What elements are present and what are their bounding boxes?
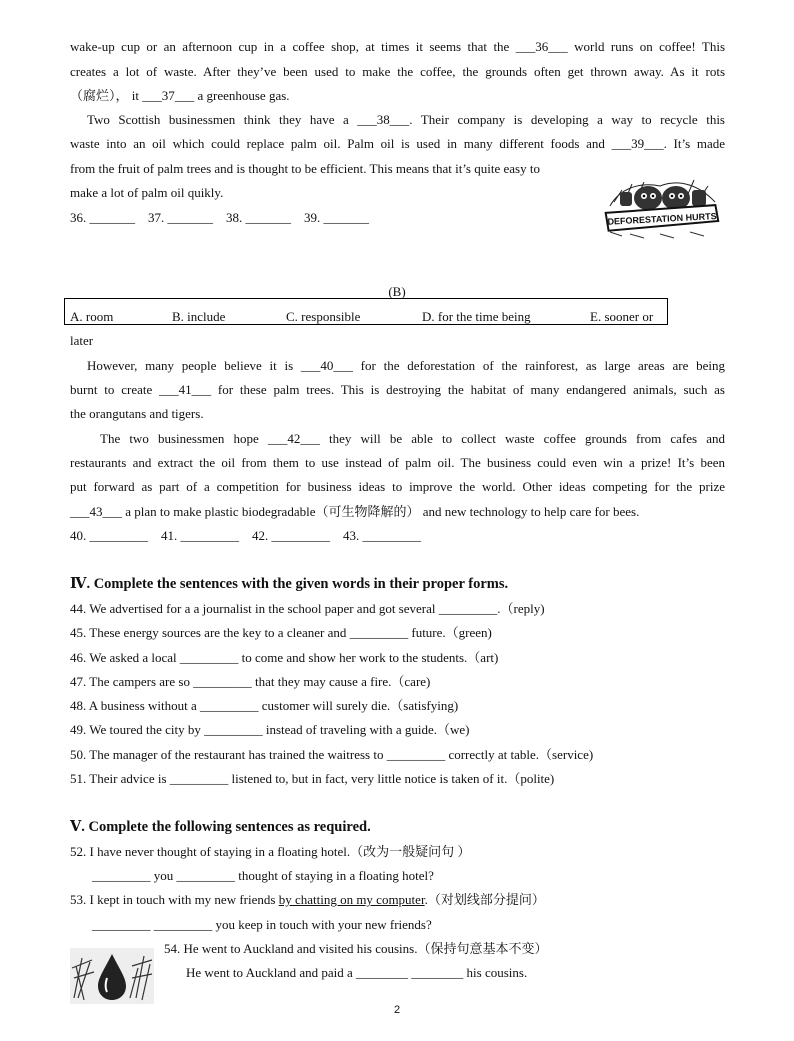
question-54-answer: He went to Auckland and paid a ________ ________ his cousins. — [186, 965, 528, 980]
section-b-label: (B) — [388, 284, 406, 299]
passage-a-line: wake-up cup or an afternoon cup in a coffee shop, at times it seems that the ___36___ world runs on coffee! This — [70, 39, 725, 54]
word-bank-option: C. responsible — [286, 309, 361, 324]
question-53-answer: _________ _________ you keep in touch with your new friends? — [92, 917, 432, 932]
answer-blanks-40-43: 40. _________ 41. _________ 42. _________ 43. _________ — [70, 528, 421, 543]
question-51: 51. Their advice is _________ listened to, but in fact, very little notice is taken of it.（polite) — [70, 771, 555, 786]
page-number: 2 — [393, 1004, 401, 1016]
question-50: 50. The manager of the restaurant has trained the waitress to _________ correctly at table.（service) — [70, 747, 594, 762]
passage-b-line: the orangutans and tigers. — [70, 406, 204, 421]
passage-a-line: waste into an oil which could replace palm oil. Palm oil is used in many different foods and ___39___. It’s made — [70, 136, 725, 151]
word-bank-box — [64, 298, 668, 325]
question-47: 47. The campers are so _________ that they may cause a fire.（care) — [70, 674, 431, 689]
question-48: 48. A business without a _________ customer will surely die.（satisfying) — [70, 698, 459, 713]
question-53 — [70, 892, 545, 908]
passage-b-line: ___43___ a plan to make plastic biodegradable（可生物降解的） and new technology to help care for bees. — [70, 504, 640, 519]
passage-a-line: （腐烂）， it ___37___ a greenhouse gas. — [70, 88, 290, 103]
passage-b-line: The two businessmen hope ___42___ they will be able to collect waste coffee grounds from cafes and — [100, 431, 725, 446]
question-52: 52. I have never thought of staying in a floating hotel.（改为一般疑问句 ） — [70, 844, 471, 859]
question-45: 45. These energy sources are the key to a cleaner and _________ future.（green) — [70, 625, 492, 640]
section-iv-heading: Ⅳ. Complete the sentences with the given words in their proper forms. — [70, 576, 509, 592]
question-52-answer: _________ you _________ thought of staying in a floating hotel? — [92, 868, 434, 883]
passage-b-line: put forward as part of a competition for business ideas to improve the world. Other ideas competing for the prize — [70, 479, 725, 494]
word-bank-option: E. sooner or — [590, 309, 654, 324]
question-53-instruction: .（对划线部分提问） — [424, 892, 545, 907]
answer-blanks-36-39: 36. _______ 37. _______ 38. _______ 39. _______ — [70, 210, 369, 225]
question-49: 49. We toured the city by _________ instead of traveling with a guide.（we) — [70, 722, 470, 737]
deforestation-illustration — [600, 168, 722, 244]
passage-b-line: However, many people believe it is ___40___ for the deforestation of the rainforest, as large areas are being — [87, 358, 725, 373]
passage-a-line: from the fruit of palm trees and is thought to be efficient. This means that it’s quite easy to — [70, 161, 540, 176]
question-46: 46. We asked a local _________ to come and show her work to the students.（art) — [70, 650, 499, 665]
passage-b-line: restaurants and extract the oil from them to use instead of palm oil. The business could even win a prize! It’s been — [70, 455, 725, 470]
illustration-caption: DEFORESTATION HURTS — [607, 211, 717, 227]
question-53-underlined: by chatting on my computer — [278, 892, 425, 907]
tree-drop-illustration — [70, 948, 154, 1004]
section-v-heading: Ⅴ. Complete the following sentences as required. — [70, 819, 371, 835]
question-44: 44. We advertised for a a journalist in the school paper and got several _________.（reply) — [70, 601, 545, 616]
question-54: 54. He went to Auckland and visited his cousins.（保持句意基本不变） — [164, 941, 548, 956]
word-bank-option: A. room — [70, 309, 114, 324]
passage-b-line: burnt to create ___41___ for these palm trees. This is destroying the habitat of many endangered animals, such as — [70, 382, 725, 397]
word-bank-option: D. for the time being — [422, 309, 531, 324]
passage-a-line: Two Scottish businessmen think they have a ___38___. Their company is developing a way to recycle this — [87, 112, 725, 127]
passage-a-line: creates a lot of waste. After they’ve been used to make the coffee, the grounds often get thrown away. As it rots — [70, 64, 725, 79]
word-bank-option-wrap: later — [70, 333, 94, 348]
question-53-text: 53. I kept in touch with my new friends — [70, 892, 279, 907]
passage-a-line: make a lot of palm oil quikly. — [70, 185, 224, 200]
word-bank-option: B. include — [172, 309, 226, 324]
